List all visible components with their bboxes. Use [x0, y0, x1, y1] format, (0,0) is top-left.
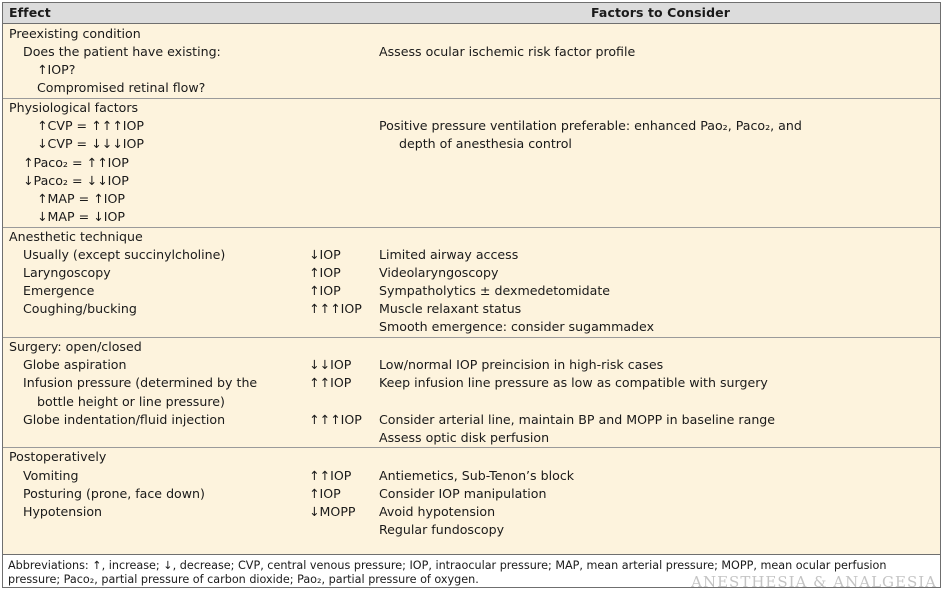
- factors-cell: Muscle relaxant status: [379, 301, 522, 317]
- table-row: [3, 154, 940, 172]
- table-row: [3, 300, 940, 318]
- change-cell: ↑IOP: [309, 485, 341, 501]
- factors-cell: Assess optic disk perfusion: [379, 429, 550, 445]
- journal-watermark: ANESTHESIA & ANALGESIA: [691, 573, 937, 588]
- change-cell: ↓MOPP: [309, 503, 356, 519]
- effect-cell: Compromised retinal flow?: [37, 80, 206, 96]
- table-row: [3, 61, 940, 79]
- effect-cell: Vomiting: [23, 467, 79, 483]
- table-row: [3, 521, 940, 539]
- factors-cell: Antiemetics, Sub-Tenon’s block: [379, 467, 575, 483]
- section-heading: Preexisting condition: [9, 26, 141, 41]
- factors-cell: Regular fundoscopy: [379, 522, 505, 538]
- table-row: [3, 485, 940, 503]
- table-row: [3, 374, 940, 392]
- factors-cell: Assess ocular ischemic risk factor profile: [379, 44, 636, 60]
- effect-cell: Posturing (prone, face down): [23, 485, 205, 501]
- change-cell: ↑IOP: [309, 264, 341, 280]
- change-cell: ↑↑IOP: [309, 467, 352, 483]
- table-row: [3, 208, 940, 226]
- change-cell: ↑↑↑IOP: [309, 411, 362, 427]
- effect-cell: Emergence: [23, 283, 95, 299]
- section-heading: Postoperatively: [9, 449, 107, 465]
- table-row: [3, 356, 940, 374]
- effect-cell: ↓MAP = ↓IOP: [37, 209, 125, 224]
- factors-cell: Sympatholytics ± dexmedetomidate: [379, 283, 611, 299]
- table-row: [3, 264, 940, 282]
- footnote-line-2: pressure; Pacᴏ₂, partial pressure of carbon dioxide; Paᴏ₂, partial pressure of oxygen.: [8, 573, 479, 586]
- factors-cell: Keep infusion line pressure as low as compatible with surgery: [379, 375, 768, 391]
- effect-cell: Infusion pressure (determined by the: [23, 375, 258, 391]
- section-heading-row: [3, 448, 940, 466]
- effect-cell: Does the patient have existing:: [23, 44, 221, 60]
- change-cell: ↓IOP: [309, 246, 341, 262]
- effect-cell: ↑Pacᴏ₂ = ↑↑IOP: [23, 154, 129, 170]
- factors-cell: depth of anesthesia control: [399, 136, 572, 152]
- effect-column-header: Effect: [9, 5, 51, 20]
- table-row: [3, 172, 940, 190]
- effect-cell: ↑CVP = ↑↑↑IOP: [37, 118, 144, 134]
- section-heading: Anesthetic technique: [9, 228, 143, 244]
- factors-cell: Positive pressure ventilation preferable: enhanced Paᴏ₂, Pacᴏ₂, and: [379, 118, 802, 134]
- table-row: [3, 411, 940, 429]
- section-heading-row: [3, 228, 940, 246]
- table-row: [3, 246, 940, 264]
- factors-cell: Consider arterial line, maintain BP and MOPP in baseline range: [379, 411, 776, 427]
- effect-cell: Usually (except succinylcholine): [23, 246, 226, 262]
- factors-cell: Limited airway access: [379, 246, 519, 262]
- table-row: [3, 503, 940, 521]
- table-row: [3, 79, 940, 97]
- section-heading-row: [3, 99, 940, 117]
- change-cell: ↑↑↑IOP: [309, 301, 362, 317]
- factors-cell: Avoid hypotension: [379, 503, 496, 519]
- change-cell: ↑↑IOP: [309, 375, 352, 391]
- section-heading: Physiological factors: [9, 100, 139, 116]
- table-row: [3, 393, 940, 411]
- factors-cell: Consider IOP manipulation: [379, 485, 547, 501]
- table-row: [3, 135, 940, 153]
- table-row: [3, 429, 940, 447]
- section-heading-row: [3, 25, 940, 43]
- effect-cell: ↑MAP = ↑IOP: [37, 190, 125, 206]
- effect-cell: bottle height or line pressure): [37, 393, 225, 409]
- change-cell: ↑IOP: [309, 283, 341, 299]
- table-row: [3, 318, 940, 336]
- table-row: [3, 117, 940, 135]
- table-row: [3, 467, 940, 485]
- factors-table: [2, 2, 941, 588]
- footnote-line-1: Abbreviations: ↑, increase; ↓, decrease; CVP, central venous pressure; IOP, intraocular pressure; MAP, mean arterial pressure; MOPP, mean ocular perfusion: [8, 559, 887, 572]
- section-heading: Surgery: open/closed: [9, 339, 142, 355]
- table-header: [3, 3, 940, 24]
- section-heading-row: [3, 338, 940, 356]
- factors-cell: Videolaryngoscopy: [379, 264, 499, 280]
- effect-cell: ↓Pacᴏ₂ = ↓↓IOP: [23, 172, 129, 188]
- effect-cell: Globe indentation/fluid injection: [23, 411, 226, 427]
- table-row: [3, 190, 940, 208]
- effect-cell: Hypotension: [23, 503, 103, 519]
- factors-cell: Smooth emergence: consider sugammadex: [379, 319, 655, 335]
- table-row: [3, 43, 940, 61]
- table-footnote: [3, 554, 940, 588]
- effect-cell: ↑IOP?: [37, 62, 76, 78]
- effect-cell: Coughing/bucking: [23, 301, 137, 317]
- effect-cell: Globe aspiration: [23, 357, 127, 373]
- effect-cell: ↓CVP = ↓↓↓IOP: [37, 136, 144, 152]
- table-row: [3, 282, 940, 300]
- factors-column-header: Factors to Consider: [591, 5, 730, 20]
- factors-cell: Low/normal IOP preincision in high-risk cases: [379, 357, 664, 373]
- change-cell: ↓↓IOP: [309, 357, 352, 373]
- effect-cell: Laryngoscopy: [23, 264, 111, 280]
